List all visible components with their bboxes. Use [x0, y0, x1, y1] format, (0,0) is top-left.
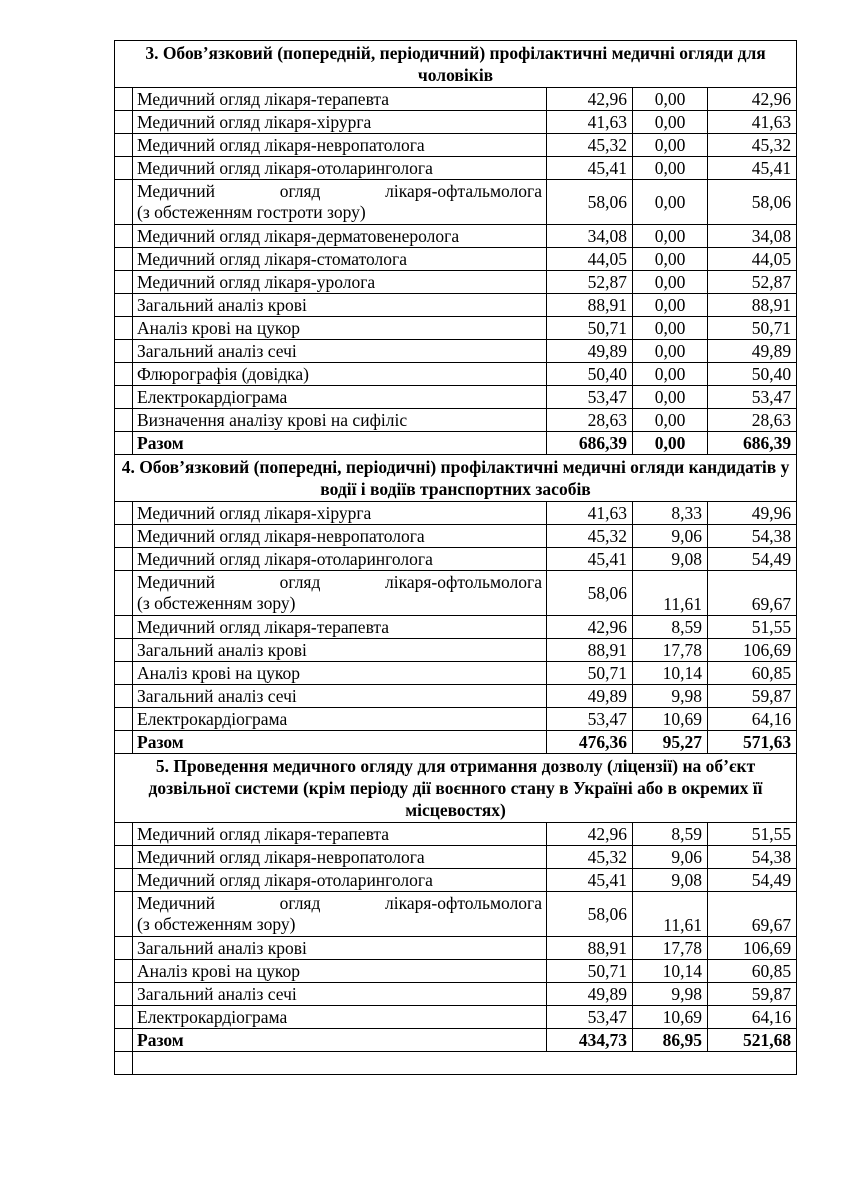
- price-value: 28,63: [547, 409, 633, 432]
- table-row: [115, 294, 797, 317]
- vat-value: 17,78: [633, 937, 708, 960]
- service-name-line-1: Медичний огляд лікаря-офтольмолога: [137, 893, 542, 913]
- table-row: [115, 340, 797, 363]
- total-value: 54,49: [708, 548, 797, 571]
- service-name: Загальний аналіз крові: [133, 937, 547, 960]
- total-price: 434,73: [547, 1029, 633, 1052]
- total-value: 41,63: [708, 111, 797, 134]
- total-value: 59,87: [708, 685, 797, 708]
- vat-value: 17,78: [633, 639, 708, 662]
- service-name: Медичний огляд лікаря-терапевта: [133, 88, 547, 111]
- table-row: [115, 639, 797, 662]
- service-name: Медичний огляд лікаря-отоларинголога: [133, 157, 547, 180]
- service-name: Медичний огляд лікаря-отоларинголога: [133, 548, 547, 571]
- total-value: 59,87: [708, 983, 797, 1006]
- vat-value: 0,00: [633, 294, 708, 317]
- price-value: 88,91: [547, 294, 633, 317]
- vat-value: 9,06: [633, 846, 708, 869]
- total-value: 60,85: [708, 960, 797, 983]
- price-value: 88,91: [547, 639, 633, 662]
- service-name: Електрокардіограма: [133, 708, 547, 731]
- vat-value: 0,00: [633, 386, 708, 409]
- table-row: [115, 363, 797, 386]
- total-value: 64,16: [708, 708, 797, 731]
- service-name-line-1: Медичний огляд лікаря-офтольмолога: [137, 572, 542, 592]
- table-row: [115, 662, 797, 685]
- table-row: [115, 225, 797, 248]
- price-value: 45,32: [547, 134, 633, 157]
- price-value: 50,71: [547, 317, 633, 340]
- service-name: [133, 571, 547, 616]
- service-name: Медичний огляд лікаря-терапевта: [133, 823, 547, 846]
- total-value: 44,05: [708, 248, 797, 271]
- vat-value: 10,69: [633, 708, 708, 731]
- vat-value: 0,00: [633, 363, 708, 386]
- service-name-line-2: (з обстеженням гостроти зору): [137, 202, 366, 222]
- vat-value: 9,08: [633, 869, 708, 892]
- table-row: [115, 960, 797, 983]
- total-value: 42,96: [708, 88, 797, 111]
- service-name: Електрокардіограма: [133, 1006, 547, 1029]
- total-row: [115, 1029, 797, 1052]
- vat-value: 8,59: [633, 823, 708, 846]
- total-label: Разом: [133, 1029, 547, 1052]
- price-value: 50,71: [547, 662, 633, 685]
- total-value: 54,38: [708, 525, 797, 548]
- vat-value: 0,00: [633, 409, 708, 432]
- service-name: Загальний аналіз сечі: [133, 340, 547, 363]
- service-name: Загальний аналіз сечі: [133, 983, 547, 1006]
- service-name: Медичний огляд лікаря-дерматовенеролога: [133, 225, 547, 248]
- total-value: 88,91: [708, 294, 797, 317]
- total-vat: 0,00: [633, 432, 708, 455]
- service-name: Медичний огляд лікаря-невропатолога: [133, 846, 547, 869]
- total-value: 45,41: [708, 157, 797, 180]
- table-row: [115, 1006, 797, 1029]
- price-value: 53,47: [547, 1006, 633, 1029]
- vat-value: 0,00: [633, 134, 708, 157]
- price-value: 49,89: [547, 983, 633, 1006]
- service-name: Медичний огляд лікаря-хірурга: [133, 502, 547, 525]
- price-value: 52,87: [547, 271, 633, 294]
- service-name: Аналіз крові на цукор: [133, 317, 547, 340]
- vat-value: 8,33: [633, 502, 708, 525]
- service-name: Медичний огляд лікаря-уролога: [133, 271, 547, 294]
- price-value: 41,63: [547, 502, 633, 525]
- table-row: [115, 525, 797, 548]
- vat-value: 10,14: [633, 960, 708, 983]
- table-row: [115, 983, 797, 1006]
- total-price: 476,36: [547, 731, 633, 754]
- table-row: [115, 846, 797, 869]
- vat-value: 0,00: [633, 88, 708, 111]
- price-value: 45,41: [547, 157, 633, 180]
- total-label: Разом: [133, 432, 547, 455]
- table-row: [115, 134, 797, 157]
- vat-value: 9,08: [633, 548, 708, 571]
- price-value: 45,41: [547, 548, 633, 571]
- total-sum: 521,68: [708, 1029, 797, 1052]
- total-value: 53,47: [708, 386, 797, 409]
- service-name-line-1: Медичний огляд лікаря-офтальмолога: [137, 181, 542, 201]
- table-row: [115, 823, 797, 846]
- total-price: 686,39: [547, 432, 633, 455]
- service-name: Аналіз крові на цукор: [133, 960, 547, 983]
- total-sum: 571,63: [708, 731, 797, 754]
- total-vat: 86,95: [633, 1029, 708, 1052]
- vat-value: 10,14: [633, 662, 708, 685]
- vat-value: 0,00: [633, 248, 708, 271]
- service-name: Медичний огляд лікаря-хірурга: [133, 111, 547, 134]
- service-name: Медичний огляд лікаря-невропатолога: [133, 525, 547, 548]
- price-value: 58,06: [547, 892, 633, 937]
- vat-value: 0,00: [633, 271, 708, 294]
- table-row: [115, 548, 797, 571]
- price-value: 53,47: [547, 708, 633, 731]
- price-value: 50,71: [547, 960, 633, 983]
- price-value: 44,05: [547, 248, 633, 271]
- total-value: 28,63: [708, 409, 797, 432]
- price-value: 42,96: [547, 88, 633, 111]
- service-name: Електрокардіограма: [133, 386, 547, 409]
- total-row: [115, 432, 797, 455]
- price-value: 88,91: [547, 937, 633, 960]
- service-name: Загальний аналіз крові: [133, 294, 547, 317]
- table-row: [115, 248, 797, 271]
- table-row: [115, 685, 797, 708]
- total-value: 49,96: [708, 502, 797, 525]
- total-value: 51,55: [708, 616, 797, 639]
- service-name: Загальний аналіз сечі: [133, 685, 547, 708]
- total-value: 64,16: [708, 1006, 797, 1029]
- vat-value: 0,00: [633, 340, 708, 363]
- total-value: 106,69: [708, 937, 797, 960]
- section-header: [115, 754, 797, 823]
- total-vat: 95,27: [633, 731, 708, 754]
- service-name: Загальний аналіз крові: [133, 639, 547, 662]
- total-row: [115, 731, 797, 754]
- price-value: 58,06: [547, 180, 633, 225]
- total-value: 51,55: [708, 823, 797, 846]
- table-row: [115, 271, 797, 294]
- price-value: 41,63: [547, 111, 633, 134]
- price-value: 50,40: [547, 363, 633, 386]
- total-value: 60,85: [708, 662, 797, 685]
- total-value: 58,06: [708, 180, 797, 225]
- table-row: [115, 502, 797, 525]
- total-value: 49,89: [708, 340, 797, 363]
- total-value: 50,40: [708, 363, 797, 386]
- table-row: [115, 571, 797, 616]
- table-row: [115, 88, 797, 111]
- vat-value: 9,98: [633, 685, 708, 708]
- service-name: Визначення аналізу крові на сифіліс: [133, 409, 547, 432]
- table-row: [115, 937, 797, 960]
- total-value: 54,49: [708, 869, 797, 892]
- service-name: Медичний огляд лікаря-невропатолога: [133, 134, 547, 157]
- table-row: [115, 386, 797, 409]
- price-value: 34,08: [547, 225, 633, 248]
- table-row: [115, 409, 797, 432]
- vat-value: 0,00: [633, 180, 708, 225]
- vat-value: 0,00: [633, 317, 708, 340]
- price-value: 45,32: [547, 846, 633, 869]
- price-value: 42,96: [547, 823, 633, 846]
- service-name: Медичний огляд лікаря-отоларинголога: [133, 869, 547, 892]
- service-name: [133, 892, 547, 937]
- total-value: 69,67: [708, 892, 797, 937]
- table-row: [115, 892, 797, 937]
- table-row: [115, 157, 797, 180]
- section-title: 3. Обов’язковий (попередній, періодичний) профілактичні медичні огляди для чоловіків: [115, 41, 797, 88]
- table-row: [115, 111, 797, 134]
- service-name: [133, 180, 547, 225]
- vat-value: 0,00: [633, 225, 708, 248]
- empty-row: [115, 1052, 797, 1075]
- service-name: Медичний огляд лікаря-стоматолога: [133, 248, 547, 271]
- total-value: 106,69: [708, 639, 797, 662]
- price-value: 49,89: [547, 685, 633, 708]
- price-value: 58,06: [547, 571, 633, 616]
- total-value: 52,87: [708, 271, 797, 294]
- total-value: 34,08: [708, 225, 797, 248]
- total-sum: 686,39: [708, 432, 797, 455]
- vat-value: 11,61: [633, 892, 708, 937]
- section-header: [115, 455, 797, 502]
- service-name-line-2: (з обстеженням зору): [137, 914, 296, 934]
- vat-value: 9,06: [633, 525, 708, 548]
- service-name: Аналіз крові на цукор: [133, 662, 547, 685]
- vat-value: 8,59: [633, 616, 708, 639]
- section-title: 4. Обов’язковий (попередні, періодичні) профілактичні медичні огляди кандидатів у водії і водіїв транспортних засобів: [115, 455, 797, 502]
- service-name: Флюрографія (довідка): [133, 363, 547, 386]
- section-title: 5. Проведення медичного огляду для отримання дозволу (ліцензії) на об’єкт дозвільної системи (крім періоду дії воєнного стану в Україні або в окремих її місцевостях): [115, 754, 797, 823]
- price-value: 42,96: [547, 616, 633, 639]
- vat-value: 0,00: [633, 111, 708, 134]
- vat-value: 10,69: [633, 1006, 708, 1029]
- table-row: [115, 317, 797, 340]
- service-name: Медичний огляд лікаря-терапевта: [133, 616, 547, 639]
- price-table: [114, 40, 797, 1075]
- total-value: 50,71: [708, 317, 797, 340]
- vat-value: 0,00: [633, 157, 708, 180]
- table-row: [115, 869, 797, 892]
- table-row: [115, 180, 797, 225]
- section-header: [115, 41, 797, 88]
- total-label: Разом: [133, 731, 547, 754]
- total-value: 69,67: [708, 571, 797, 616]
- price-value: 45,41: [547, 869, 633, 892]
- price-value: 53,47: [547, 386, 633, 409]
- service-name-line-2: (з обстеженням зору): [137, 593, 296, 613]
- total-value: 45,32: [708, 134, 797, 157]
- total-value: 54,38: [708, 846, 797, 869]
- price-value: 45,32: [547, 525, 633, 548]
- vat-value: 9,98: [633, 983, 708, 1006]
- table-row: [115, 616, 797, 639]
- table-row: [115, 708, 797, 731]
- price-value: 49,89: [547, 340, 633, 363]
- vat-value: 11,61: [633, 571, 708, 616]
